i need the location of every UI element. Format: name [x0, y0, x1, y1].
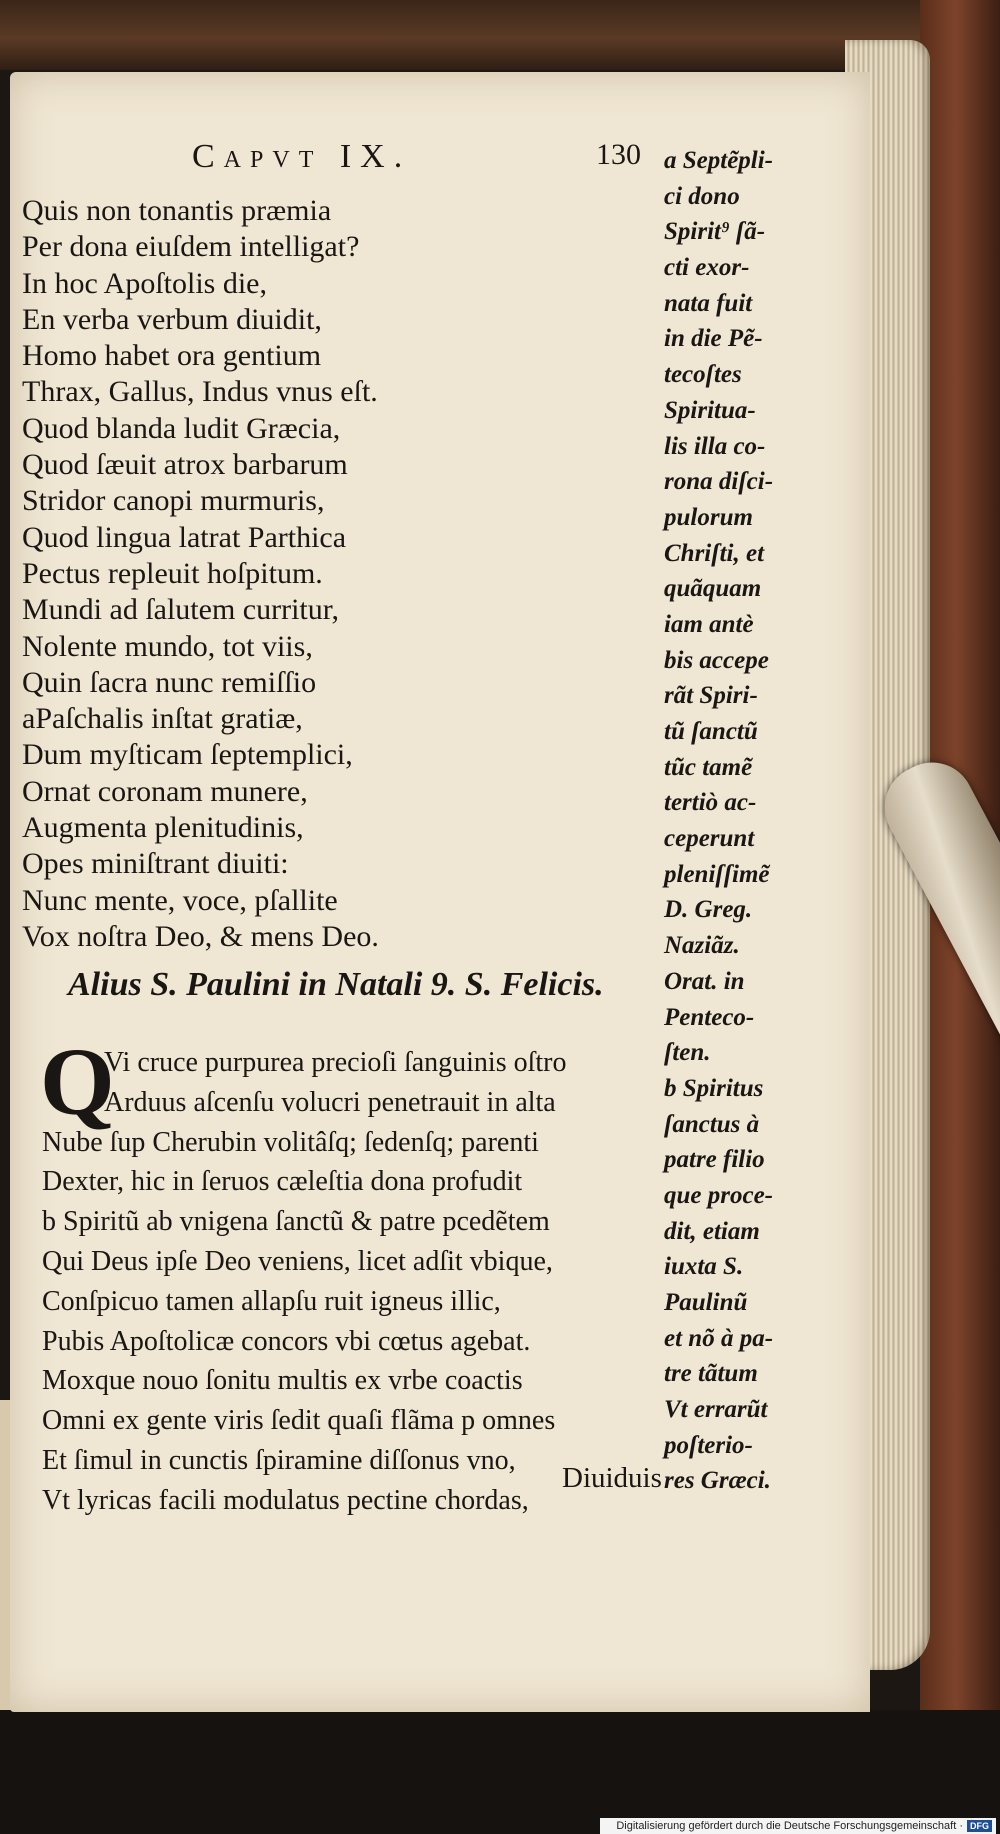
- margin-note-line: Naziãz.: [664, 932, 740, 960]
- background-bottom: [0, 1710, 1000, 1834]
- dfg-logo: DFG: [967, 1820, 992, 1832]
- poem-line: Stridor canopi murmuris,: [22, 484, 325, 518]
- margin-note-line: iam antè: [664, 610, 754, 638]
- margin-note-line: quãquam: [664, 575, 762, 603]
- margin-note-line: poſterio-: [664, 1431, 753, 1459]
- poem-line: Quin ſacra nunc remiſſio: [22, 665, 317, 699]
- poem-line: Quod ſæuit atrox barbarum: [22, 448, 348, 482]
- poem-line: Nunc mente, voce, pſallite: [22, 883, 338, 917]
- poem-line: Ornat coronam munere,: [22, 774, 308, 808]
- margin-note-line: res Græci.: [664, 1467, 771, 1495]
- margin-note-line: a Septẽpli-: [664, 147, 774, 174]
- margin-note-line: Penteco-: [664, 1003, 755, 1031]
- verse-line: Vi cruce purpurea precioſi ſanguinis oſtro: [104, 1047, 567, 1078]
- page-number: 130: [596, 138, 641, 171]
- poem-line: Nolente mundo, tot viis,: [22, 629, 313, 663]
- margin-note-line: Paulinũ: [664, 1289, 748, 1316]
- verse-line: b Spiritũ ab vnigena ſanctũ & patre pcedẽtem: [42, 1206, 550, 1238]
- poem-line: Homo habet ora gentium: [22, 339, 322, 373]
- verse-line: Vt lyricas facili modulatus pectine chordas,: [42, 1484, 529, 1516]
- digitization-credit: [600, 1818, 996, 1834]
- margin-note-line: tre tãtum: [664, 1360, 758, 1388]
- margin-note-line: tertiò ac-: [664, 789, 757, 817]
- chapter-heading: Capvt IX.: [192, 138, 412, 175]
- margin-note-line: pulorum: [664, 503, 753, 531]
- margin-note-line: Spirit⁹ ſã-: [664, 218, 766, 246]
- margin-note-line: patre filio: [664, 1146, 765, 1174]
- poem-line: Dum myſticam ſeptemplici,: [22, 738, 353, 772]
- margin-note-line: Orat. in: [664, 967, 745, 995]
- margin-note-line: tũ ſanctũ: [664, 718, 758, 745]
- verse-line: Et ſimul in cunctis ſpiramine diſſonus vno,: [42, 1444, 516, 1476]
- poem-line: Augmenta plenitudinis,: [22, 811, 304, 845]
- drop-capital: Q: [40, 1028, 115, 1135]
- poem-line: aPaſchalis inſtat gratiæ,: [22, 702, 303, 736]
- verse-line: Conſpicuo tamen allapſu ruit igneus illic,: [42, 1285, 501, 1317]
- poem-line: Quod lingua latrat Parthica: [22, 520, 347, 554]
- hymn-text: [22, 193, 642, 955]
- verse-line: Pubis Apoſtolicæ concors vbi cœtus agebat.: [42, 1325, 531, 1357]
- poem-line: In hoc Apoſtolis die,: [22, 266, 267, 300]
- poem-line: Mundi ad ſalutem curritur,: [22, 593, 340, 627]
- margin-note-line: tecoſtes: [664, 361, 742, 389]
- margin-note-line: que proce-: [664, 1181, 773, 1209]
- margin-note-line: rãt Spiri-: [664, 682, 758, 710]
- credit-text: Digitalisierung gefördert durch die Deutsche Forschungsgemeinschaft ·: [616, 1820, 963, 1832]
- poem-line: Per dona eiuſdem intelligat?: [22, 230, 360, 264]
- verse-line: Dexter, hic in ſeruos cæleſtia dona profudit: [42, 1166, 523, 1198]
- margin-note-line: lis illa co-: [664, 432, 766, 460]
- poem-line: Thrax, Gallus, Indus vnus eſt.: [22, 375, 378, 409]
- margin-note-line: ſten.: [664, 1039, 711, 1067]
- poem-line: Pectus repleuit hoſpitum.: [22, 556, 323, 590]
- margin-note-line: cti exor-: [664, 254, 750, 282]
- margin-note-line: bis accepe: [664, 646, 769, 674]
- poem-line: Quod blanda ludit Græcia,: [22, 411, 341, 445]
- margin-note-line: ceperunt: [664, 825, 755, 853]
- section-subheading: Alius S. Paulini in Natali 9. S. Felicis.: [68, 966, 604, 1003]
- verse-line: Omni ex gente viris ſedit quaſi flãma p omnes: [42, 1405, 556, 1437]
- margin-note-line: in die Pẽ-: [664, 325, 763, 353]
- margin-note-line: iuxta S.: [664, 1253, 744, 1281]
- marginal-notes: [664, 143, 854, 1499]
- catchword: Diuiduis: [562, 1462, 662, 1494]
- margin-note-line: tũc tamẽ: [664, 753, 753, 781]
- margin-note-line: dit, etiam: [664, 1217, 760, 1245]
- margin-note-line: nata fuit: [664, 289, 753, 317]
- margin-note-line: b Spiritus: [664, 1074, 764, 1102]
- margin-note-line: D. Greg.: [664, 896, 753, 924]
- poem-line: En verba verbum diuidit,: [22, 302, 322, 336]
- margin-note-line: Vt errarũt: [664, 1396, 768, 1424]
- verse-line: Arduus aſcenſu volucri penetrauit in alta: [104, 1086, 556, 1118]
- verse-line: Nube ſup Cherubin volitâſq; ſedenſq; parenti: [42, 1126, 539, 1158]
- margin-note-line: Chriſti, et: [664, 539, 765, 567]
- margin-note-line: ci dono: [664, 182, 740, 210]
- verse-line: Qui Deus ipſe Deo veniens, licet adſit vbique,: [42, 1245, 553, 1277]
- margin-note-line: Spiritua-: [664, 396, 756, 424]
- poem-line: Quis non tonantis præmia: [22, 194, 332, 227]
- margin-note-line: pleniſſimẽ: [664, 860, 770, 888]
- poem-line: Vox noſtra Deo, & mens Deo.: [22, 919, 379, 953]
- margin-note-line: rona diſci-: [664, 468, 774, 496]
- verse-line: Moxque nouo ſonitu multis ex vrbe coactis: [42, 1365, 523, 1397]
- margin-note-line: ſanctus à: [664, 1110, 760, 1138]
- hexameter-text: [40, 1028, 682, 1521]
- poem-line: Opes miniſtrant diuiti:: [22, 847, 289, 881]
- margin-note-line: et nõ à pa-: [664, 1324, 774, 1352]
